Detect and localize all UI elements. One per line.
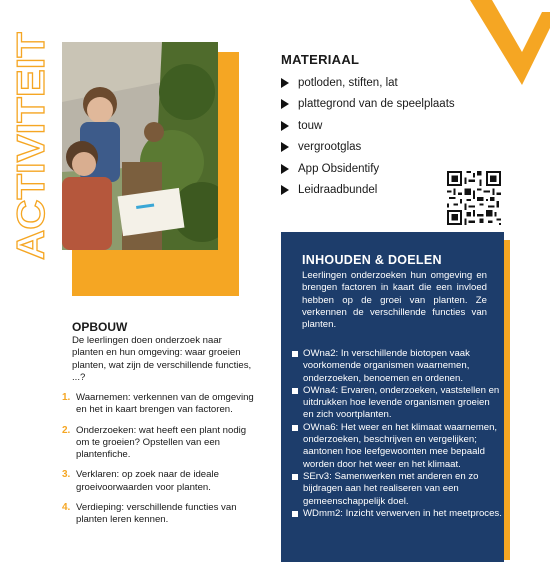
step-text: Verdieping: verschillende functies van planten leren kennen.: [76, 502, 237, 526]
square-bullet-icon: [292, 474, 298, 480]
square-bullet-icon: [292, 351, 298, 357]
step-number: 4.: [62, 502, 71, 514]
step-number: 1.: [62, 392, 71, 403]
step-text: Waarnemen: verkennen van de omgeving en het in kaart brengen van factoren.: [76, 392, 254, 416]
square-bullet-icon: [292, 425, 298, 431]
step-text: Onderzoeken: wat heeft een plant nodig om te groeien? Opstellen van een plantenfiche.: [76, 424, 247, 461]
activity-photo: [62, 42, 218, 250]
step-number: 3.: [62, 469, 71, 481]
materials-item: Leidraadbundel: [281, 180, 455, 202]
qr-code-icon[interactable]: [446, 171, 502, 225]
goal-item: WDmm2: Inzicht verwerven in het meetproces.: [292, 508, 502, 520]
activity-title-text: ACTIVITEIT: [10, 47, 50, 260]
goal-item: SErv3: Samenwerken met anderen en zo bijdragen aan het realiseren van een gemeenschappelijk doel.: [292, 471, 502, 508]
materials-list: [281, 72, 455, 201]
materials-item: potloden, stiften, lat: [281, 72, 455, 94]
opbouw-step: [62, 392, 257, 417]
square-bullet-icon: [292, 388, 298, 394]
step-text: Verklaren: op zoek naar de ideale groeivoorwaarden voor planten.: [76, 469, 219, 493]
materials-item: touw: [281, 115, 455, 137]
goal-item: OWna2: In verschillende biotopen vaak voorkomende organismen waarnemen, onderzoeken, benoemen en ordenen.: [292, 348, 502, 385]
step-number: 2.: [62, 424, 71, 436]
goal-item: OWna6: Het weer en het klimaat waarnemen, onderzoeken, beschrijven en vergelijken; aantonen hoe leefgewoonten mee bepaald worden door het weer en het klimaat.: [292, 422, 502, 471]
square-bullet-icon: [292, 511, 298, 517]
materials-item: vergrootglas: [281, 137, 455, 159]
opbouw-intro: De leerlingen doen onderzoek naar planten en hun omgeving: waar groeien planten, wat zijn de verschillende functies, ...?: [72, 335, 252, 383]
triangle-bullet-icon: [281, 164, 289, 174]
opbouw-step: [62, 502, 257, 527]
activity-vertical-title: [6, 32, 50, 262]
opbouw-step: [62, 425, 257, 462]
goals-list: [292, 348, 502, 520]
opbouw-step: [62, 469, 257, 494]
triangle-bullet-icon: [281, 99, 289, 109]
materials-item: plattegrond van de speelplaats: [281, 94, 455, 116]
goals-intro: Leerlingen onderzoeken hun omgeving en brengen factoren in kaart die een invloed hebben op de groei van planten. Ze verkennen de verschillende functies van planten.: [302, 270, 487, 331]
goals-title: INHOUDEN & DOELEN: [302, 253, 442, 267]
materials-item: App Obsidentify: [281, 158, 455, 180]
goals-panel: [281, 232, 504, 562]
triangle-bullet-icon: [281, 121, 289, 131]
materials-title: MATERIAAL: [281, 52, 360, 67]
opbouw-title: OPBOUW: [72, 320, 128, 334]
opbouw-steps: [62, 392, 257, 535]
triangle-bullet-icon: [281, 185, 289, 195]
activity-title-svg: [6, 32, 50, 262]
chevron-decoration-icon: [470, 0, 550, 85]
triangle-bullet-icon: [281, 142, 289, 152]
triangle-bullet-icon: [281, 78, 289, 88]
goal-item: OWna4: Ervaren, onderzoeken, vaststellen en uitdrukken hoe levende organismen groeien en zich voortplanten.: [292, 385, 502, 422]
